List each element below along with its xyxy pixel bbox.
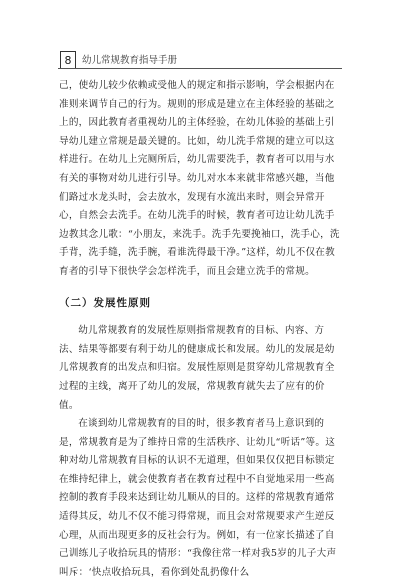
book-title: 幼儿常规教育指导手册	[82, 55, 178, 66]
paragraph-continued: 己，使幼儿较少依赖或受他人的规定和指示影响，学会根据内在准则来调节自己的行为。规则的形成是建立在主体经验的基础之上的，因此教育者重视幼儿的主体经验，在幼儿体验的基础上引导幼儿建立常规是最关键的。比如，幼儿洗手常规的建立可以这样进行。在幼儿上完厕所后，幼儿需要洗手，教育者可以用与水有关的事物对幼儿进行引导。幼儿对水本来就非常感兴趣，当他们路过水龙头时，会去放水，发现有水流出来时，则会异常开心，自然会去洗手。在幼儿洗手的时候，教育者可边让幼儿洗手边教其念儿歌：“小朋友，来洗手。洗手先要挽袖口，洗手心，洗手背，洗手缝，洗手腕，看谁洗得最干净。”这样，幼儿不仅在教育者的引导下很快学会怎样洗手，而且会建立洗手的常规。	[59, 80, 340, 277]
page-number: 8	[60, 51, 76, 69]
header-divider	[58, 68, 342, 69]
paragraph: 在谈到幼儿常规教育的目的时，很多教育者马上意识到的是，常规教育是为了维持日常的生活秩序、让幼儿“听话”等。这种对幼儿常规教育目标的认识不无道理，但如果仅仅把目标锁定在维持纪律上，就会使教育者在教育过程中不自觉地采用一些高控制的教育手段来达到让幼儿顺从的目的。这样的常规教育通常适得其反，幼儿不仅不能习得常规，而且会对常规要求产生逆反心理，从而出现更多的反社会行为。例如，有一位家长描述了自己训练儿子收拾玩具的情形：“我像往常一样对我5岁的儿子大声叫斥：‘快点收拾玩具，看你到处乱扔像什么	[59, 418, 337, 578]
body-text	[59, 77, 342, 582]
page-header	[0, 0, 400, 68]
section-heading: （二）发展性原则	[59, 296, 151, 309]
paragraph: 幼儿常规教育的发展性原则指常规教育的目标、内容、方法、结果等都要有利于幼儿的健康成长和发展。幼儿的发展是幼儿常规教育的出发点和归宿。发展性原则是贯穿幼儿常规教育全过程的主线，离开了幼儿的发展，常规教育就失去了应有的价值。	[59, 325, 335, 411]
